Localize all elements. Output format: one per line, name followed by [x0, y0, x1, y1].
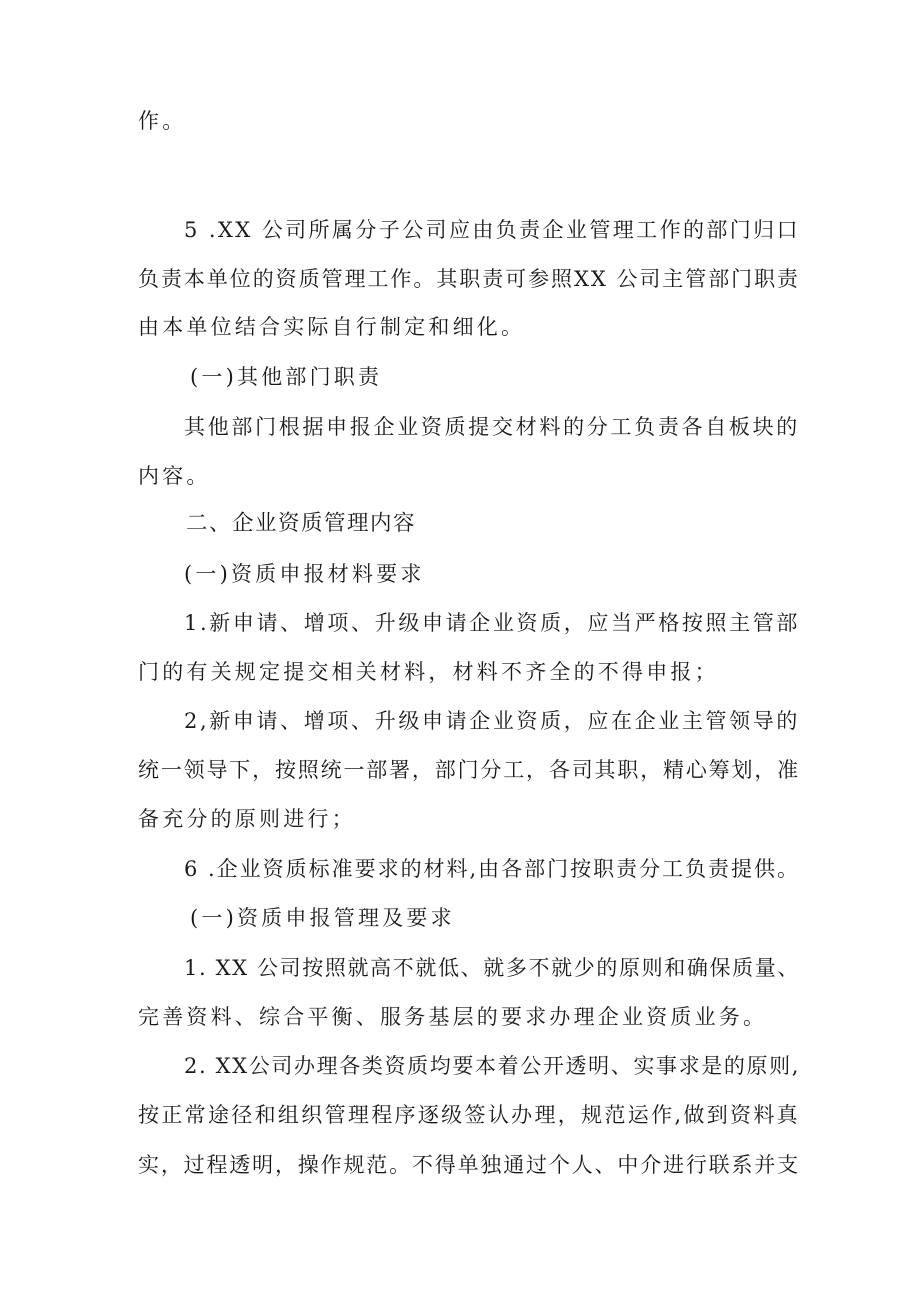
- text-line: 门的有关规定提交相关材料，材料不齐全的不得申报；: [138, 660, 719, 684]
- text-line: 按正常途径和组织管理程序逐级签认办理，规范运作,做到资料真: [138, 1103, 800, 1127]
- text-line: 2. XX公司办理各类资质均要本着公开透明、实事求是的原则,: [184, 1054, 800, 1078]
- text-line: 作。: [138, 109, 187, 133]
- section-subheading: (一)其他部门职责: [190, 365, 383, 389]
- text-line: 2,新申请、增项、升级申请企业资质，应在企业主管领导的: [184, 709, 800, 733]
- section-subheading: (一)资质申报材料要求: [184, 562, 425, 586]
- text-line: 5 .XX 公司所属分子公司应由负责企业管理工作的部门归口: [184, 218, 800, 242]
- text-line: 实，过程透明，操作规范。不得单独通过个人、中介进行联系并支: [138, 1153, 800, 1177]
- text-line: 1. XX 公司按照就高不就低、就多不就少的原则和确保质量、: [184, 956, 800, 980]
- text-line: 内容。: [138, 464, 211, 488]
- text-line: 备充分的原则进行；: [138, 807, 356, 831]
- text-line: 完善资料、综合平衡、服务基层的要求办理企业资质业务。: [138, 1005, 768, 1029]
- text-line: 其他部门根据申报企业资质提交材料的分工负责各自板块的: [184, 415, 800, 439]
- text-line: 6 .企业资质标准要求的材料,由各部门按职责分工负责提供。: [184, 857, 800, 881]
- text-line: 负责本单位的资质管理工作。其职责可参照XX 公司主管部门职责: [138, 267, 800, 291]
- text-line: 统一领导下，按照统一部署，部门分工，各司其职，精心筹划，准: [138, 758, 800, 782]
- text-line: 由本单位结合实际自行制定和细化。: [138, 315, 526, 339]
- section-subheading: (一)资质申报管理及要求: [190, 906, 455, 930]
- section-heading: 二、企业资质管理内容: [186, 511, 417, 536]
- text-line: 1.新申请、增项、升级申请企业资质，应当严格按照主管部: [184, 611, 800, 635]
